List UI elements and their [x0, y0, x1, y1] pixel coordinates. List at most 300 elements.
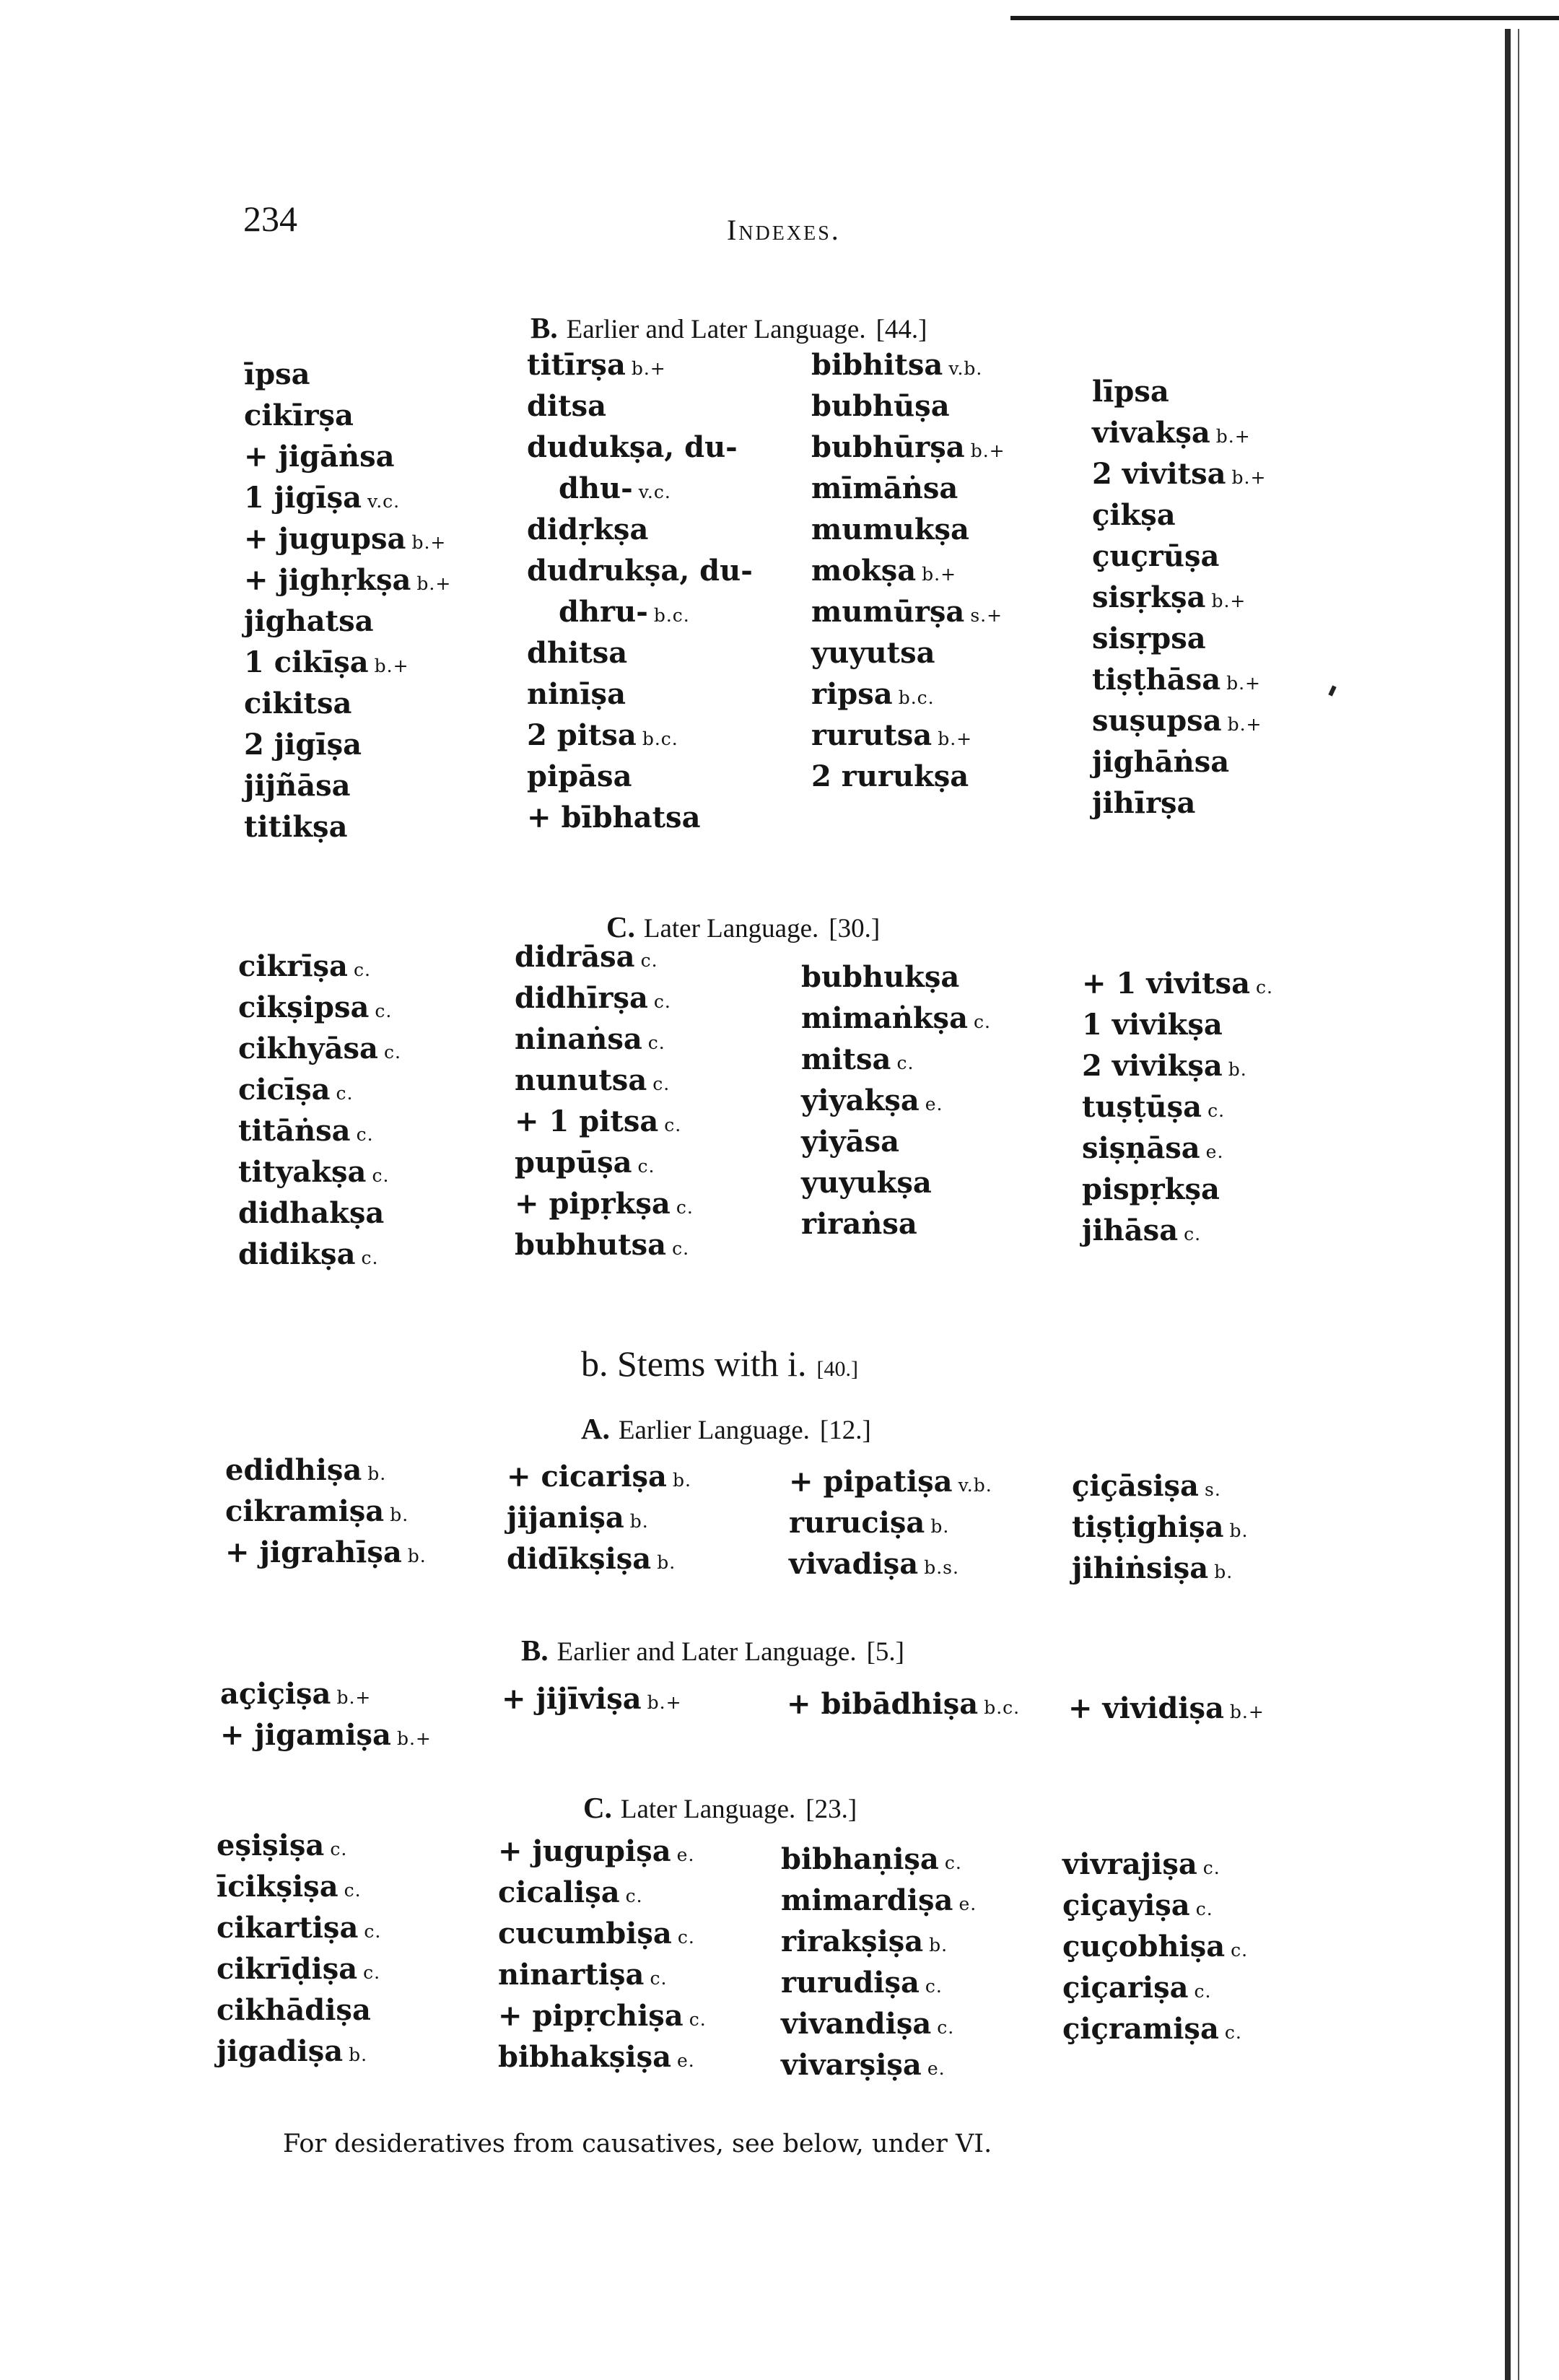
- entry-word: cucumbiṣa: [498, 1917, 672, 1950]
- entry-tag: c.: [330, 1839, 348, 1860]
- entry-tag: c.: [363, 1962, 381, 1983]
- entry-word: ninaṅsa: [515, 1022, 642, 1056]
- index-entry: [1072, 1465, 1249, 1507]
- entry-word: cicaliṣa: [498, 1875, 620, 1909]
- index-entry: [238, 1110, 401, 1151]
- entry-tag: c.: [336, 1083, 354, 1104]
- entry-word: çikṣa: [1092, 498, 1176, 532]
- entry-word: cikartiṣa: [217, 1911, 359, 1945]
- entry-word: jihāsa: [1082, 1213, 1179, 1247]
- entry-word: + pipatiṣa: [789, 1465, 953, 1499]
- scan-edge-top: [1010, 16, 1559, 20]
- entry-word: sisṛpsa: [1092, 622, 1206, 655]
- index-entry: [527, 756, 753, 797]
- index-entry: [527, 715, 753, 756]
- entry-tag: b.: [407, 1546, 427, 1566]
- entry-tag: c.: [383, 1042, 401, 1063]
- entry-word: 1 vivikṣa: [1082, 1008, 1223, 1042]
- entry-word: bibhaṇiṣa: [781, 1842, 939, 1876]
- heading-title: Earlier Language.: [618, 1416, 810, 1445]
- index-entry: [498, 1954, 707, 1995]
- entry-tag: v.b.: [948, 358, 983, 379]
- index-entry: [811, 756, 1005, 797]
- index-entry: [515, 1019, 694, 1060]
- entry-word: ripsa: [811, 677, 893, 711]
- entry-tag: b.: [390, 1504, 409, 1525]
- index-entry: [801, 1203, 991, 1245]
- entry-tag: b.+: [938, 728, 973, 749]
- entry-tag: c.: [689, 2009, 707, 2030]
- entry-word: mumukṣa: [811, 513, 969, 546]
- index-entry: [1068, 1688, 1265, 1729]
- entry-tag: c.: [1202, 1857, 1220, 1878]
- index-entry: [217, 1989, 381, 2031]
- heading-letter: C.: [583, 1791, 612, 1824]
- index-entry: [238, 1151, 401, 1193]
- index-entry: [801, 998, 991, 1039]
- index-entry: [527, 591, 753, 632]
- index-entry: [789, 1461, 992, 1502]
- entry-word: cikitsa: [244, 686, 352, 720]
- heading-count: [30.]: [829, 914, 881, 943]
- index-entry: [244, 642, 451, 683]
- entry-word: 2 pitsa: [527, 718, 637, 752]
- heading-letter: B.: [521, 1634, 549, 1667]
- index-entry: [811, 674, 1005, 715]
- entry-word: bubhūrṣa: [811, 430, 965, 464]
- entry-tag: e.: [676, 1844, 695, 1865]
- index-entry: [217, 1825, 381, 1866]
- entry-word: jihiṅsiṣa: [1072, 1551, 1209, 1585]
- index-entry: [225, 1491, 427, 1532]
- list-b2-col4: [1068, 1688, 1265, 1729]
- entry-tag: c.: [356, 1124, 374, 1145]
- index-entry: [225, 1532, 427, 1573]
- entry-word: + jijīviṣa: [502, 1682, 642, 1716]
- entry-word: bubhukṣa: [801, 960, 960, 994]
- entry-word: līpsa: [1092, 375, 1169, 409]
- entry-tag: b.c.: [642, 728, 678, 749]
- index-entry: [811, 632, 1005, 674]
- entry-word: cikhyāsa: [238, 1032, 378, 1065]
- entry-word: eṣiṣiṣa: [217, 1828, 325, 1862]
- entry-word: dudrukṣa, du-: [527, 554, 753, 588]
- entry-tag: c.: [937, 2017, 955, 2038]
- entry-word: vivrajiṣa: [1062, 1847, 1197, 1881]
- index-entry: [801, 1121, 991, 1162]
- scan-edge-right: [1505, 29, 1511, 2380]
- entry-word: ninartiṣa: [498, 1958, 645, 1992]
- heading-b-earlier-later-2: [521, 1633, 904, 1668]
- entry-word: + jigamiṣa: [220, 1718, 391, 1752]
- entry-word: mimaṅkṣa: [801, 1001, 968, 1035]
- entry-tag: b.+: [336, 1687, 372, 1708]
- index-entry: [1082, 1086, 1273, 1128]
- entry-word: pipāsa: [527, 759, 632, 793]
- entry-word: cikhādiṣa: [217, 1993, 371, 2027]
- entry-tag: c.: [677, 1927, 695, 1948]
- index-entry: [811, 550, 1005, 591]
- entry-word: pupūṣa: [515, 1146, 632, 1180]
- entry-word: + jigāṅsa: [244, 440, 395, 474]
- index-entry: [238, 1193, 401, 1234]
- entry-word: īcikṣiṣa: [217, 1870, 339, 1904]
- entry-tag: b.: [1214, 1561, 1233, 1582]
- list-c1-col1: [238, 946, 401, 1275]
- entry-tag: c.: [364, 1921, 382, 1942]
- index-entry: [238, 946, 401, 987]
- entry-word: + bibādhiṣa: [787, 1687, 979, 1721]
- entry-tag: c.: [640, 950, 658, 971]
- index-entry: [801, 1080, 991, 1121]
- entry-word: ninīṣa: [527, 677, 626, 711]
- entry-tag: c.: [1224, 2022, 1242, 2043]
- entry-word: yiyāsa: [801, 1125, 900, 1159]
- entry-word: 1 cikīṣa: [244, 645, 369, 679]
- entry-word: sisṛkṣa: [1092, 580, 1206, 614]
- entry-word: mimardiṣa: [781, 1883, 953, 1917]
- entry-tag: b.+: [1211, 590, 1246, 611]
- entry-tag: c.: [653, 991, 671, 1012]
- index-entry: [238, 987, 401, 1028]
- entry-word: dhu-: [559, 471, 633, 505]
- entry-tag: e.: [925, 1094, 943, 1115]
- list-top-col3: [811, 344, 1005, 797]
- index-entry: [811, 385, 1005, 427]
- entry-tag: c.: [375, 1001, 393, 1021]
- heading-stems-with-i: [581, 1343, 858, 1385]
- entry-word: + jugupsa: [244, 522, 406, 556]
- index-entry: [1092, 700, 1266, 741]
- entry-word: yuyukṣa: [801, 1166, 932, 1200]
- entry-word: bubhūṣa: [811, 389, 950, 423]
- entry-word: + jugupiṣa: [498, 1834, 671, 1868]
- entry-word: rurudiṣa: [781, 1966, 920, 2000]
- heading-count: [44.]: [875, 315, 927, 344]
- index-entry: [238, 1069, 401, 1110]
- list-c2-col4: [1062, 1844, 1248, 2049]
- entry-word: dhru-: [559, 595, 648, 629]
- entry-tag: b.: [629, 1511, 649, 1532]
- entry-tag: c.: [372, 1165, 390, 1186]
- list-a2-col3: [789, 1461, 992, 1585]
- entry-word: titīrṣa: [527, 348, 626, 382]
- entry-tag: b.+: [647, 1692, 682, 1713]
- index-entry: [811, 509, 1005, 550]
- entry-word: suṣupsa: [1092, 704, 1222, 738]
- index-entry: [527, 797, 753, 838]
- index-entry: [515, 1060, 694, 1101]
- index-entry: [498, 1831, 707, 1872]
- entry-tag: b.+: [1227, 714, 1262, 735]
- entry-word: jighatsa: [244, 604, 374, 638]
- index-entry: [498, 2036, 707, 2078]
- entry-word: bubhutsa: [515, 1228, 667, 1262]
- index-entry: [217, 1907, 381, 1948]
- list-top-col1: [244, 354, 451, 847]
- index-entry: [1092, 783, 1266, 824]
- index-entry: [811, 344, 1005, 385]
- stray-mark: [1328, 685, 1336, 696]
- heading-title: Earlier and Later Language.: [556, 1637, 857, 1667]
- index-entry: [1082, 1128, 1273, 1169]
- index-entry: [1092, 453, 1266, 494]
- index-entry: [527, 468, 753, 509]
- index-entry: [515, 1183, 694, 1224]
- index-entry: [217, 1866, 381, 1907]
- entry-tag: b.+: [922, 564, 957, 585]
- index-entry: [527, 385, 753, 427]
- entry-tag: b.c.: [898, 687, 935, 708]
- entry-tag: c.: [1184, 1224, 1202, 1245]
- entry-word: rurutsa: [811, 718, 933, 752]
- entry-word: tuṣṭūṣa: [1082, 1090, 1202, 1124]
- list-top-col2: [527, 344, 753, 838]
- entry-tag: b.: [657, 1552, 676, 1573]
- list-b2-col3: [787, 1683, 1020, 1725]
- index-entry: [1092, 577, 1266, 618]
- entry-word: tiṣṭighiṣa: [1072, 1510, 1224, 1544]
- index-entry: [527, 344, 753, 385]
- index-entry: [244, 601, 451, 642]
- entry-tag: c.: [625, 1886, 643, 1906]
- entry-word: didṛkṣa: [527, 513, 649, 546]
- entry-tag: s.+: [970, 605, 1003, 626]
- index-entry: [1092, 371, 1266, 412]
- entry-word: çiçramiṣa: [1062, 2012, 1219, 2046]
- entry-tag: e.: [677, 2050, 695, 2071]
- heading-count: [12.]: [819, 1416, 871, 1445]
- entry-word: jijñāsa: [244, 769, 351, 803]
- entry-word: 2 rurukṣa: [811, 759, 969, 793]
- index-entry: [507, 1456, 691, 1497]
- entry-word: didhakṣa: [238, 1196, 385, 1230]
- entry-word: mokṣa: [811, 554, 917, 588]
- index-entry: [244, 518, 451, 559]
- entry-word: cikramiṣa: [225, 1494, 385, 1528]
- index-entry: [789, 1502, 992, 1543]
- list-b2-col1: [220, 1673, 432, 1756]
- index-entry: [1062, 2008, 1248, 2049]
- entry-tag: e.: [958, 1893, 977, 1914]
- heading-count: [23.]: [805, 1795, 857, 1824]
- index-entry: [244, 806, 451, 847]
- index-entry: [238, 1234, 401, 1275]
- entry-tag: b.: [1229, 1520, 1249, 1541]
- entry-word: çuçrūṣa: [1092, 539, 1220, 573]
- entry-tag: e.: [927, 2058, 946, 2079]
- entry-tag: c.: [652, 1073, 671, 1094]
- entry-word: çiçayiṣa: [1062, 1888, 1190, 1922]
- entry-tag: e.: [1205, 1141, 1224, 1162]
- list-c1-col2: [515, 936, 694, 1265]
- list-a2-col2: [507, 1456, 691, 1579]
- entry-tag: c.: [664, 1115, 682, 1135]
- entry-word: titikṣa: [244, 810, 348, 844]
- list-c2-col3: [781, 1839, 977, 2085]
- index-entry: [801, 1162, 991, 1203]
- index-entry: [781, 2044, 977, 2085]
- entry-word: yuyutsa: [811, 636, 935, 670]
- footnote: For desideratives from causatives, see below, under VI.: [283, 2130, 992, 2158]
- entry-word: 1 jigīṣa: [244, 481, 362, 515]
- entry-word: tityakṣa: [238, 1155, 367, 1189]
- entry-tag: v.c.: [367, 491, 401, 512]
- index-entry: [244, 683, 451, 724]
- index-entry: [1092, 536, 1266, 577]
- list-c1-col4: [1082, 963, 1273, 1251]
- index-entry: [1082, 1004, 1273, 1045]
- index-entry: [1082, 1210, 1273, 1251]
- entry-tag: c.: [1231, 1940, 1249, 1961]
- entry-word: didhīrṣa: [515, 981, 648, 1015]
- index-entry: [1092, 494, 1266, 536]
- index-entry: [801, 1039, 991, 1080]
- heading-letter: C.: [606, 910, 635, 943]
- index-entry: [1092, 618, 1266, 659]
- entry-word: didikṣa: [238, 1237, 356, 1271]
- index-entry: [1092, 412, 1266, 453]
- entry-word: mīmāṅsa: [811, 471, 958, 505]
- entry-word: çiçāsiṣa: [1072, 1469, 1199, 1503]
- entry-word: didrāsa: [515, 940, 635, 974]
- index-entry: [1092, 659, 1266, 700]
- entry-tag: b.+: [1226, 673, 1262, 694]
- index-entry: [527, 509, 753, 550]
- heading-c-later-2: [583, 1790, 857, 1825]
- entry-tag: c.: [353, 959, 371, 980]
- index-entry: [244, 354, 451, 395]
- entry-word: + pipṛchiṣa: [498, 1999, 684, 2033]
- index-entry: [811, 427, 1005, 468]
- index-entry: [220, 1714, 432, 1756]
- entry-word: 2 vivikṣa: [1082, 1049, 1223, 1083]
- entry-word: çuçobhiṣa: [1062, 1930, 1226, 1963]
- entry-word: jighāṅsa: [1092, 745, 1230, 779]
- entry-tag: c.: [925, 1976, 943, 1997]
- entry-tag: b.: [349, 2044, 368, 2065]
- list-b2-col2: [502, 1678, 682, 1719]
- heading-title: Later Language.: [620, 1795, 796, 1824]
- entry-word: + 1 vivitsa: [1082, 967, 1250, 1001]
- entry-word: vivakṣa: [1092, 416, 1210, 450]
- entry-tag: b.+: [374, 655, 409, 676]
- heading-count: [40.]: [816, 1357, 859, 1381]
- index-entry: [244, 395, 451, 436]
- entry-word: + 1 pitsa: [515, 1104, 659, 1138]
- entry-word: + vividiṣa: [1068, 1691, 1224, 1725]
- index-entry: [781, 1962, 977, 2003]
- entry-word: vivadiṣa: [789, 1547, 919, 1581]
- entry-tag: v.c.: [638, 481, 671, 502]
- heading-letter: B.: [530, 311, 558, 344]
- entry-tag: v.b.: [958, 1475, 992, 1496]
- entry-word: vivarṣiṣa: [781, 2048, 922, 2082]
- entry-word: çiçariṣa: [1062, 1971, 1189, 2005]
- index-entry: [527, 550, 753, 591]
- scan-edge-right-thin: [1518, 29, 1519, 2380]
- entry-word: didīkṣiṣa: [507, 1542, 652, 1576]
- index-entry: [781, 1880, 977, 1921]
- entry-word: bibhakṣiṣa: [498, 2040, 671, 2074]
- entry-tag: b.+: [1215, 426, 1251, 447]
- entry-word: titāṅsa: [238, 1114, 351, 1148]
- entry-word: dudukṣa, du-: [527, 430, 738, 464]
- running-head: Indexes.: [727, 214, 841, 246]
- list-a2-col1: [225, 1450, 427, 1573]
- index-entry: [515, 936, 694, 977]
- entry-word: mitsa: [801, 1042, 891, 1076]
- index-entry: [1062, 1885, 1248, 1926]
- index-entry: [781, 1839, 977, 1880]
- index-entry: [781, 1921, 977, 1962]
- entry-word: + bībhatsa: [527, 801, 701, 834]
- entry-tag: s.: [1204, 1479, 1221, 1500]
- entry-tag: b.+: [416, 573, 452, 594]
- entry-tag: b.: [929, 1935, 948, 1956]
- entry-word: cikrīṣa: [238, 949, 348, 983]
- entry-tag: c.: [1208, 1100, 1226, 1121]
- entry-tag: c.: [896, 1052, 914, 1073]
- list-c2-col1: [217, 1825, 381, 2072]
- heading-title: Later Language.: [643, 914, 819, 943]
- index-entry: [1072, 1507, 1249, 1548]
- entry-tag: c.: [1195, 1899, 1213, 1919]
- index-entry: [244, 559, 451, 601]
- entry-tag: c.: [676, 1197, 694, 1218]
- heading-title: b. Stems with i.: [581, 1343, 807, 1384]
- list-c1-col3: [801, 956, 991, 1245]
- page-number: 234: [243, 199, 297, 239]
- entry-tag: b.: [672, 1470, 691, 1491]
- entry-tag: b.+: [970, 440, 1005, 461]
- index-entry: [811, 468, 1005, 509]
- index-entry: [527, 632, 753, 674]
- entry-tag: b.c.: [653, 605, 690, 626]
- index-entry: [787, 1683, 1020, 1725]
- index-entry: [244, 436, 451, 477]
- index-entry: [801, 956, 991, 998]
- index-entry: [225, 1450, 427, 1491]
- index-entry: [1062, 1967, 1248, 2008]
- entry-tag: b.: [930, 1516, 950, 1537]
- entry-word: pispṛkṣa: [1082, 1172, 1220, 1206]
- entry-tag: c.: [1256, 977, 1273, 998]
- entry-tag: b.+: [631, 358, 666, 379]
- entry-word: tiṣṭhāsa: [1092, 663, 1221, 697]
- index-entry: [498, 1872, 707, 1913]
- heading-letter: A.: [581, 1412, 610, 1445]
- entry-word: jihīrṣa: [1092, 786, 1196, 820]
- entry-word: cikṣipsa: [238, 990, 370, 1024]
- index-entry: [217, 2031, 381, 2072]
- entry-word: nunutsa: [515, 1063, 647, 1097]
- entry-tag: c.: [344, 1880, 362, 1901]
- index-entry: [527, 427, 753, 468]
- index-entry: [238, 1028, 401, 1069]
- index-entry: [1082, 1169, 1273, 1210]
- entry-word: cikrīḍiṣa: [217, 1952, 358, 1986]
- index-entry: [498, 1995, 707, 2036]
- index-entry: [811, 591, 1005, 632]
- entry-tag: c.: [974, 1011, 991, 1032]
- index-entry: [217, 1948, 381, 1989]
- entry-word: + cicariṣa: [507, 1460, 667, 1494]
- index-entry: [781, 2003, 977, 2044]
- entry-word: 2 vivitsa: [1092, 457, 1226, 491]
- heading-count: [5.]: [866, 1637, 905, 1667]
- index-entry: [1062, 1844, 1248, 1885]
